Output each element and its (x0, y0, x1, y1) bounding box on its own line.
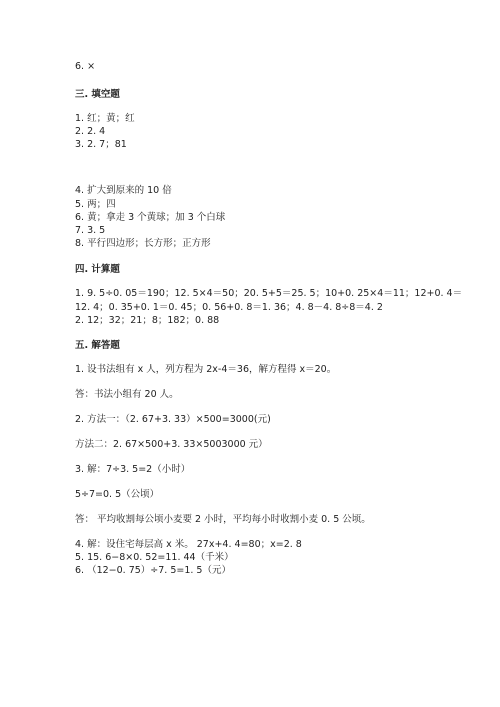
answer-line: 方法二：2. 67×500+3. 33×5003000 元） (75, 439, 268, 450)
answer-line: 6. （12−0. 75）÷7. 5=1. 5（元） (75, 565, 231, 576)
section-heading-fill-blank: 三. 填空题 (75, 89, 120, 100)
answer-line: 1. 9. 5÷0. 05＝190；12. 5×4＝50；20. 5+5＝25. 5；10+0. 25×4＝11；12+0. 4＝ (75, 288, 463, 299)
answer-line: 答：书法小组有 20 人。 (75, 389, 179, 400)
answer-line: 2. 方法一：（2. 67+3. 33）×500=3000(元) (75, 414, 271, 425)
answer-line: 5÷7=0. 5（公顷） (75, 489, 160, 500)
answer-line: 2. 2. 4 (75, 126, 106, 137)
answer-line: 1. 设书法组有 x 人，列方程为 2x-4＝36，解方程得 x＝20。 (75, 364, 337, 375)
section-heading-calculation: 四. 计算题 (75, 264, 120, 275)
answer-line: 4. 扩大到原来的 10 倍 (75, 185, 172, 196)
answer-line: 答： 平均收割每公顷小麦要 2 小时，平均每小时收割小麦 0. 5 公顷。 (75, 514, 371, 525)
answer-line: 3. 2. 7；81 (75, 139, 127, 150)
answer-line: 6. × (75, 61, 96, 72)
answer-line: 6. 黄；拿走 3 个黄球；加 3 个白球 (75, 212, 226, 223)
answer-line: 5. 两；四 (75, 199, 116, 210)
answer-line: 1. 红；黄；红 (75, 113, 135, 124)
section-heading-solutions: 五. 解答题 (75, 340, 120, 351)
answer-line: 2. 12；32；21；8；182；0. 88 (75, 315, 220, 326)
answer-line: 8. 平行四边形；长方形；正方形 (75, 238, 211, 249)
answer-line: 7. 3. 5 (75, 225, 106, 236)
answer-line: 3. 解：7÷3. 5=2（小时） (75, 464, 191, 475)
answer-line: 5. 15. 6−8×0. 52=11. 44（千米） (75, 552, 234, 563)
answer-line: 12. 4；0. 35+0. 1＝0. 45；0. 56+0. 8＝1. 36；4. 8－4. 8÷8＝4. 2 (75, 302, 383, 313)
answer-line: 4. 解：设住宅每层高 x 米。 27x+4. 4=80；x=2. 8 (75, 539, 302, 550)
